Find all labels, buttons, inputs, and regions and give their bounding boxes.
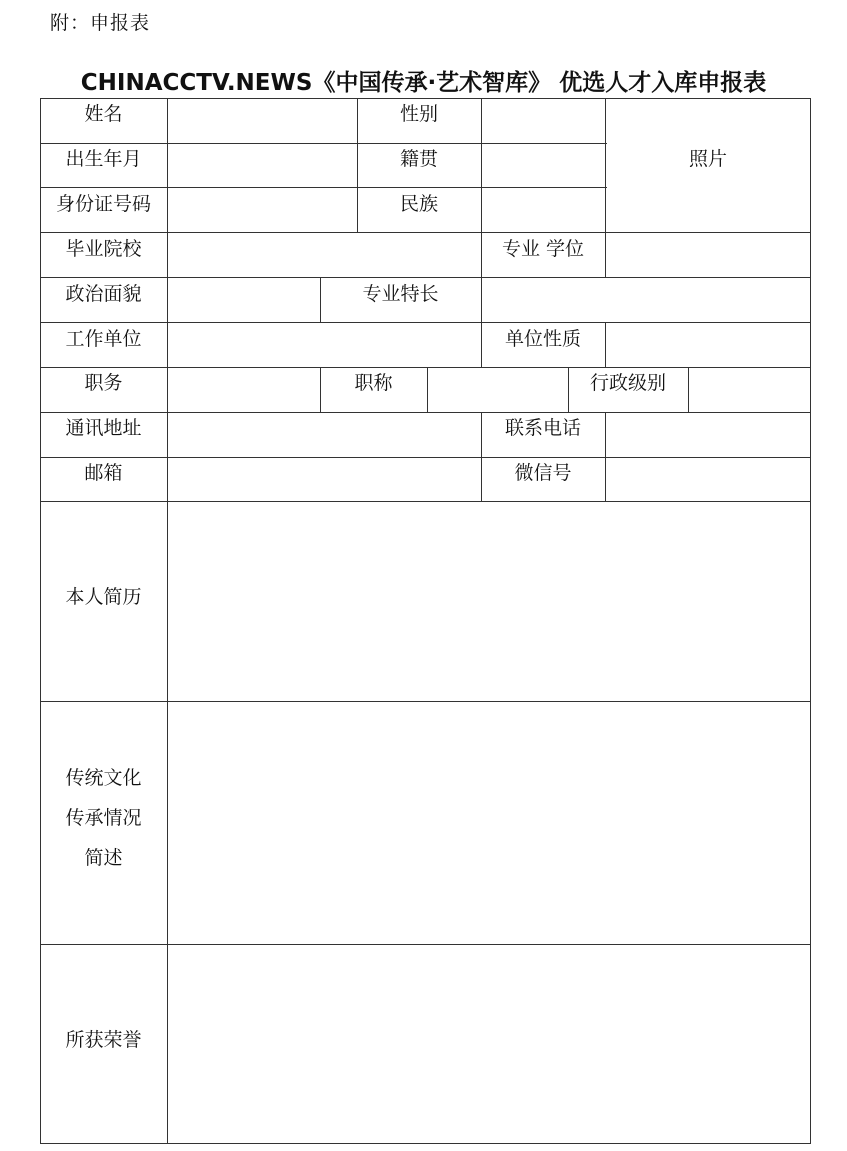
label-employer-type: 单位性质 xyxy=(504,328,581,350)
label-wechat: 微信号 xyxy=(514,462,572,484)
annex-label: 附：申报表 xyxy=(50,12,151,34)
specialty-field[interactable] xyxy=(482,278,810,322)
label-name: 姓名 xyxy=(84,103,123,125)
photo-box[interactable] xyxy=(606,99,810,232)
culture-summary-field[interactable] xyxy=(168,702,810,944)
ethnicity-field[interactable] xyxy=(482,188,605,232)
email-field[interactable] xyxy=(168,458,481,501)
label-position: 职务 xyxy=(84,372,123,394)
label-photo: 照片 xyxy=(688,148,727,170)
address-field[interactable] xyxy=(168,413,481,457)
label-culture-line-3: 简述 xyxy=(84,847,123,869)
label-ethnicity: 民族 xyxy=(399,193,438,215)
label-native-place: 籍贯 xyxy=(399,148,438,170)
label-title-rank: 职称 xyxy=(354,372,393,394)
admin-level-field[interactable] xyxy=(689,368,810,412)
label-culture-line-1: 传统文化 xyxy=(65,767,142,789)
political-status-field[interactable] xyxy=(168,278,320,322)
wechat-field[interactable] xyxy=(606,458,810,501)
label-birth: 出生年月 xyxy=(65,148,142,170)
employer-type-field[interactable] xyxy=(606,323,810,367)
label-email: 邮箱 xyxy=(84,462,123,484)
label-employer: 工作单位 xyxy=(65,328,142,350)
label-political-status: 政治面貌 xyxy=(65,283,142,305)
label-gender: 性别 xyxy=(399,103,438,125)
label-honors: 所获荣誉 xyxy=(65,1029,142,1051)
major-degree-field[interactable] xyxy=(606,233,810,277)
school-field[interactable] xyxy=(168,233,481,277)
label-admin-level: 行政级别 xyxy=(589,372,666,394)
label-school: 毕业院校 xyxy=(65,238,142,260)
name-field[interactable] xyxy=(168,99,357,143)
label-resume: 本人简历 xyxy=(65,586,142,608)
phone-field[interactable] xyxy=(606,413,810,457)
position-field[interactable] xyxy=(168,368,320,412)
native-place-field[interactable] xyxy=(482,144,605,187)
employer-field[interactable] xyxy=(168,323,481,367)
label-phone: 联系电话 xyxy=(504,417,581,439)
label-id-number: 身份证号码 xyxy=(55,193,151,215)
birth-field[interactable] xyxy=(168,144,357,187)
gender-field[interactable] xyxy=(482,99,605,143)
label-culture-line-2: 传承情况 xyxy=(65,807,142,829)
honors-field[interactable] xyxy=(168,945,810,1143)
label-culture-summary xyxy=(40,758,167,878)
form-title: CHINACCTV.NEWS《中国传承·艺术智库》 优选人才入库申报表 xyxy=(80,70,767,96)
label-major-degree: 专业 学位 xyxy=(501,238,585,260)
label-address: 通讯地址 xyxy=(65,417,142,439)
label-specialty: 专业特长 xyxy=(362,283,439,305)
resume-field[interactable] xyxy=(168,502,810,701)
title-rank-field[interactable] xyxy=(428,368,568,412)
id-number-field[interactable] xyxy=(168,188,357,232)
